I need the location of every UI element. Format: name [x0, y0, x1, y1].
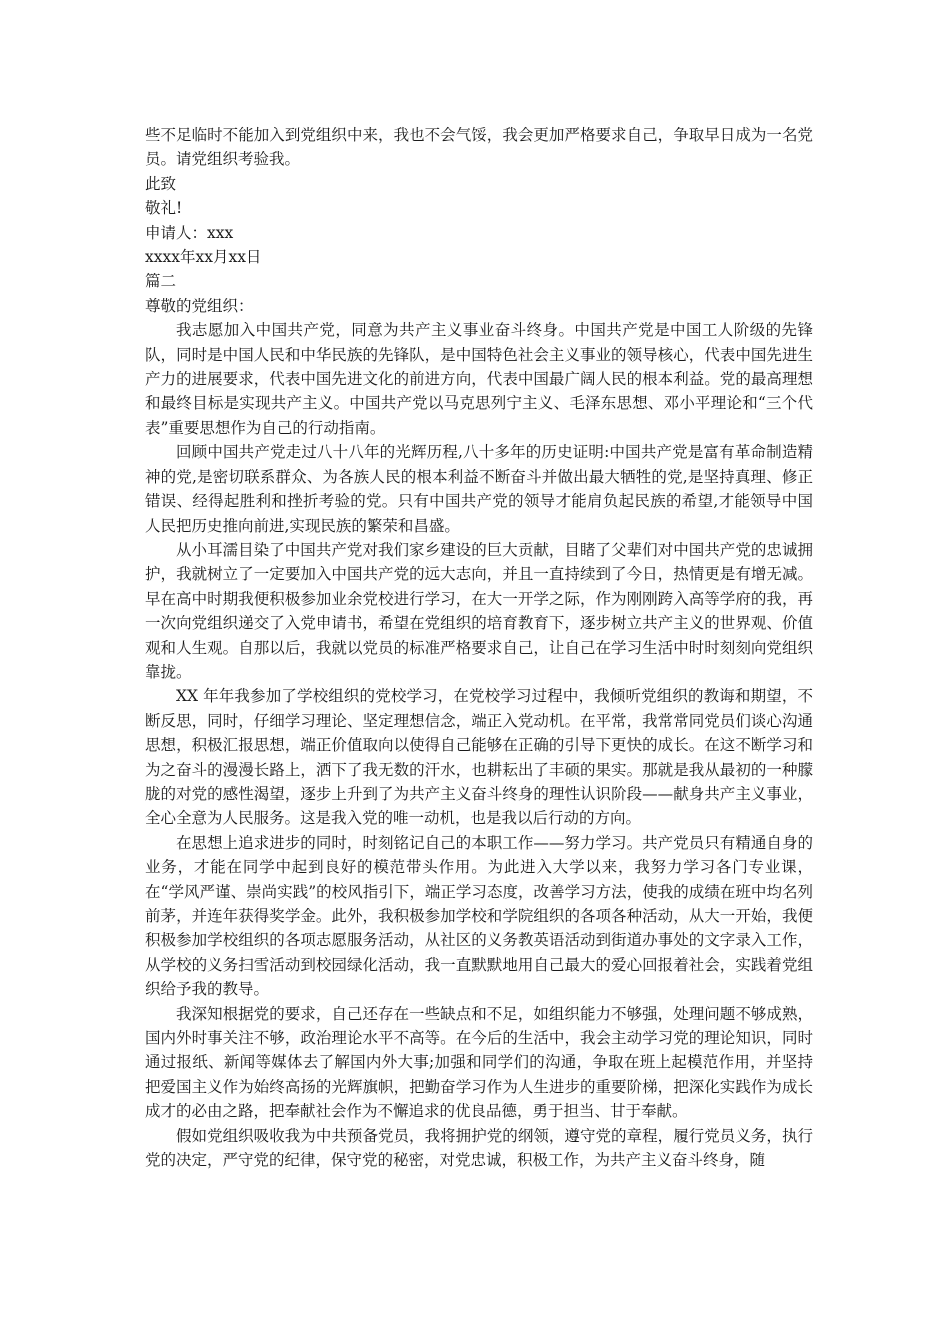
section-title: 篇二 — [145, 272, 177, 291]
body-paragraph: 在思想上追求进步的同时，时刻铭记自己的本职工作——努力学习。共产党员只有精通自身的业务，才能在同学中起到良好的模范带头作用。为此进入大学以来，我努力学习各门专业课，在“学风严谨、崇尚实践”的校风指引下，端正学习态度，改善学习方法，使我的成绩在班中均名列前茅，并连年获得奖学金。此外，我积极参加学校和学院组织的各项各种活动，从大一开始，我便积极参加学校组织的各项志愿服务活动，从社区的义务教英语活动到街道办事处的文字录入工作，从学校的义务扫雪活动到校园绿化活动，我一直默默地用自己最大的爱心回报着社会，实践着党组织给予我的教导。 — [145, 833, 813, 999]
body-paragraph: 从小耳濡目染了中国共产党对我们家乡建设的巨大贡献，目睹了父辈们对中国共产党的忠诚拥护，我就树立了一定要加入中国共产党的远大志向，并且一直持续到了今日，热情更是有增无减。早在高中时期我便积极参加业余党校进行学习，在大一开学之际，作为刚刚跨入高等学府的我，再一次向党组织递交了入党申请书，希望在党组织的培育教育下，逐步树立共产主义的世界观、价值观和人生观。自那以后，我就以党员的标准严格要求自己，让自己在学习生活中时时刻刻向党组织靠拢。 — [145, 540, 813, 681]
salutation: 尊敬的党组织： — [145, 296, 254, 315]
body-paragraph: XX 年年我参加了学校组织的党校学习，在党校学习过程中，我倾听党组织的教诲和期望，不断反思，同时，仔细学习理论、坚定理想信念，端正入党动机。在平常，我常常同党员们谈心沟通思想，积极汇报思想，端正价值取向以使得自己能够在正确的引导下更快的成长。在这不断学习和为之奋斗的漫漫长路上，洒下了我无数的汗水，也耕耘出了丰硕的果实。那就是我从最初的一种朦胧的对党的感性渴望，逐步上升到了为共产主义奋斗终身的理性认识阶段——献身共产主义事业，全心全意为人民服务。这是我入党的唯一动机，也是我以后行动的方向。 — [145, 687, 813, 828]
continuation-paragraph: 些不足临时不能加入到党组织中来，我也不会气馁，我会更加严格要求自己，争取早日成为一名党员。请党组织考验我。 — [145, 126, 813, 169]
closing-ci-zhi: 此致 — [145, 174, 177, 193]
date-line: xxxx年xx月xx日 — [145, 248, 262, 267]
body-paragraph: 回顾中国共产党走过八十八年的光辉历程,八十多年的历史证明:中国共产党是富有革命制造精神的党,是密切联系群众、为各族人民的根本利益不断奋斗并做出最大牺牲的党,是坚持真理、修正错误、经得起胜利和挫折考验的党。只有中国共产党的领导才能肩负起民族的希望,才能领导中国人民把历史推向前进,实现民族的繁荣和昌盛。 — [145, 443, 813, 535]
closing-jing-li: 敬礼! — [145, 199, 183, 218]
body-paragraph: 假如党组织吸收我为中共预备党员，我将拥护党的纲领，遵守党的章程，履行党员义务，执行党的决定，严守党的纪律，保守党的秘密，对党忠诚，积极工作，为共产主义奋斗终身，随 — [145, 1126, 813, 1170]
document-body — [145, 123, 813, 1172]
applicant-line: 申请人：xxx — [145, 223, 234, 242]
body-paragraph: 我深知根据党的要求，自己还存在一些缺点和不足，如组织能力不够强，处理问题不够成熟，国内外时事关注不够，政治理论水平不高等。在今后的生活中，我会主动学习党的理论知识，同时通过报纸、新闻等媒体去了解国内外大事;加强和同学们的沟通，争取在班上起模范作用，并坚持把爱国主义作为始终高扬的光辉旗帜，把勤奋学习作为人生进步的重要阶梯，把深化实践作为成长成才的必由之路，把奉献社会作为不懈追求的优良品德，勇于担当、甘于奉献。 — [145, 1004, 813, 1121]
body-paragraph: 我志愿加入中国共产党，同意为共产主义事业奋斗终身。中国共产党是中国工人阶级的先锋队，同时是中国人民和中华民族的先锋队，是中国特色社会主义事业的领导核心，代表中国先进生产力的进展要求，代表中国先进文化的前进方向，代表中国最广阔人民的根本利益。党的最高理想和最终目标是实现共产主义。中国共产党以马克思列宁主义、毛泽东思想、邓小平理论和“三个代表”重要思想作为自己的行动指南。 — [145, 321, 813, 437]
